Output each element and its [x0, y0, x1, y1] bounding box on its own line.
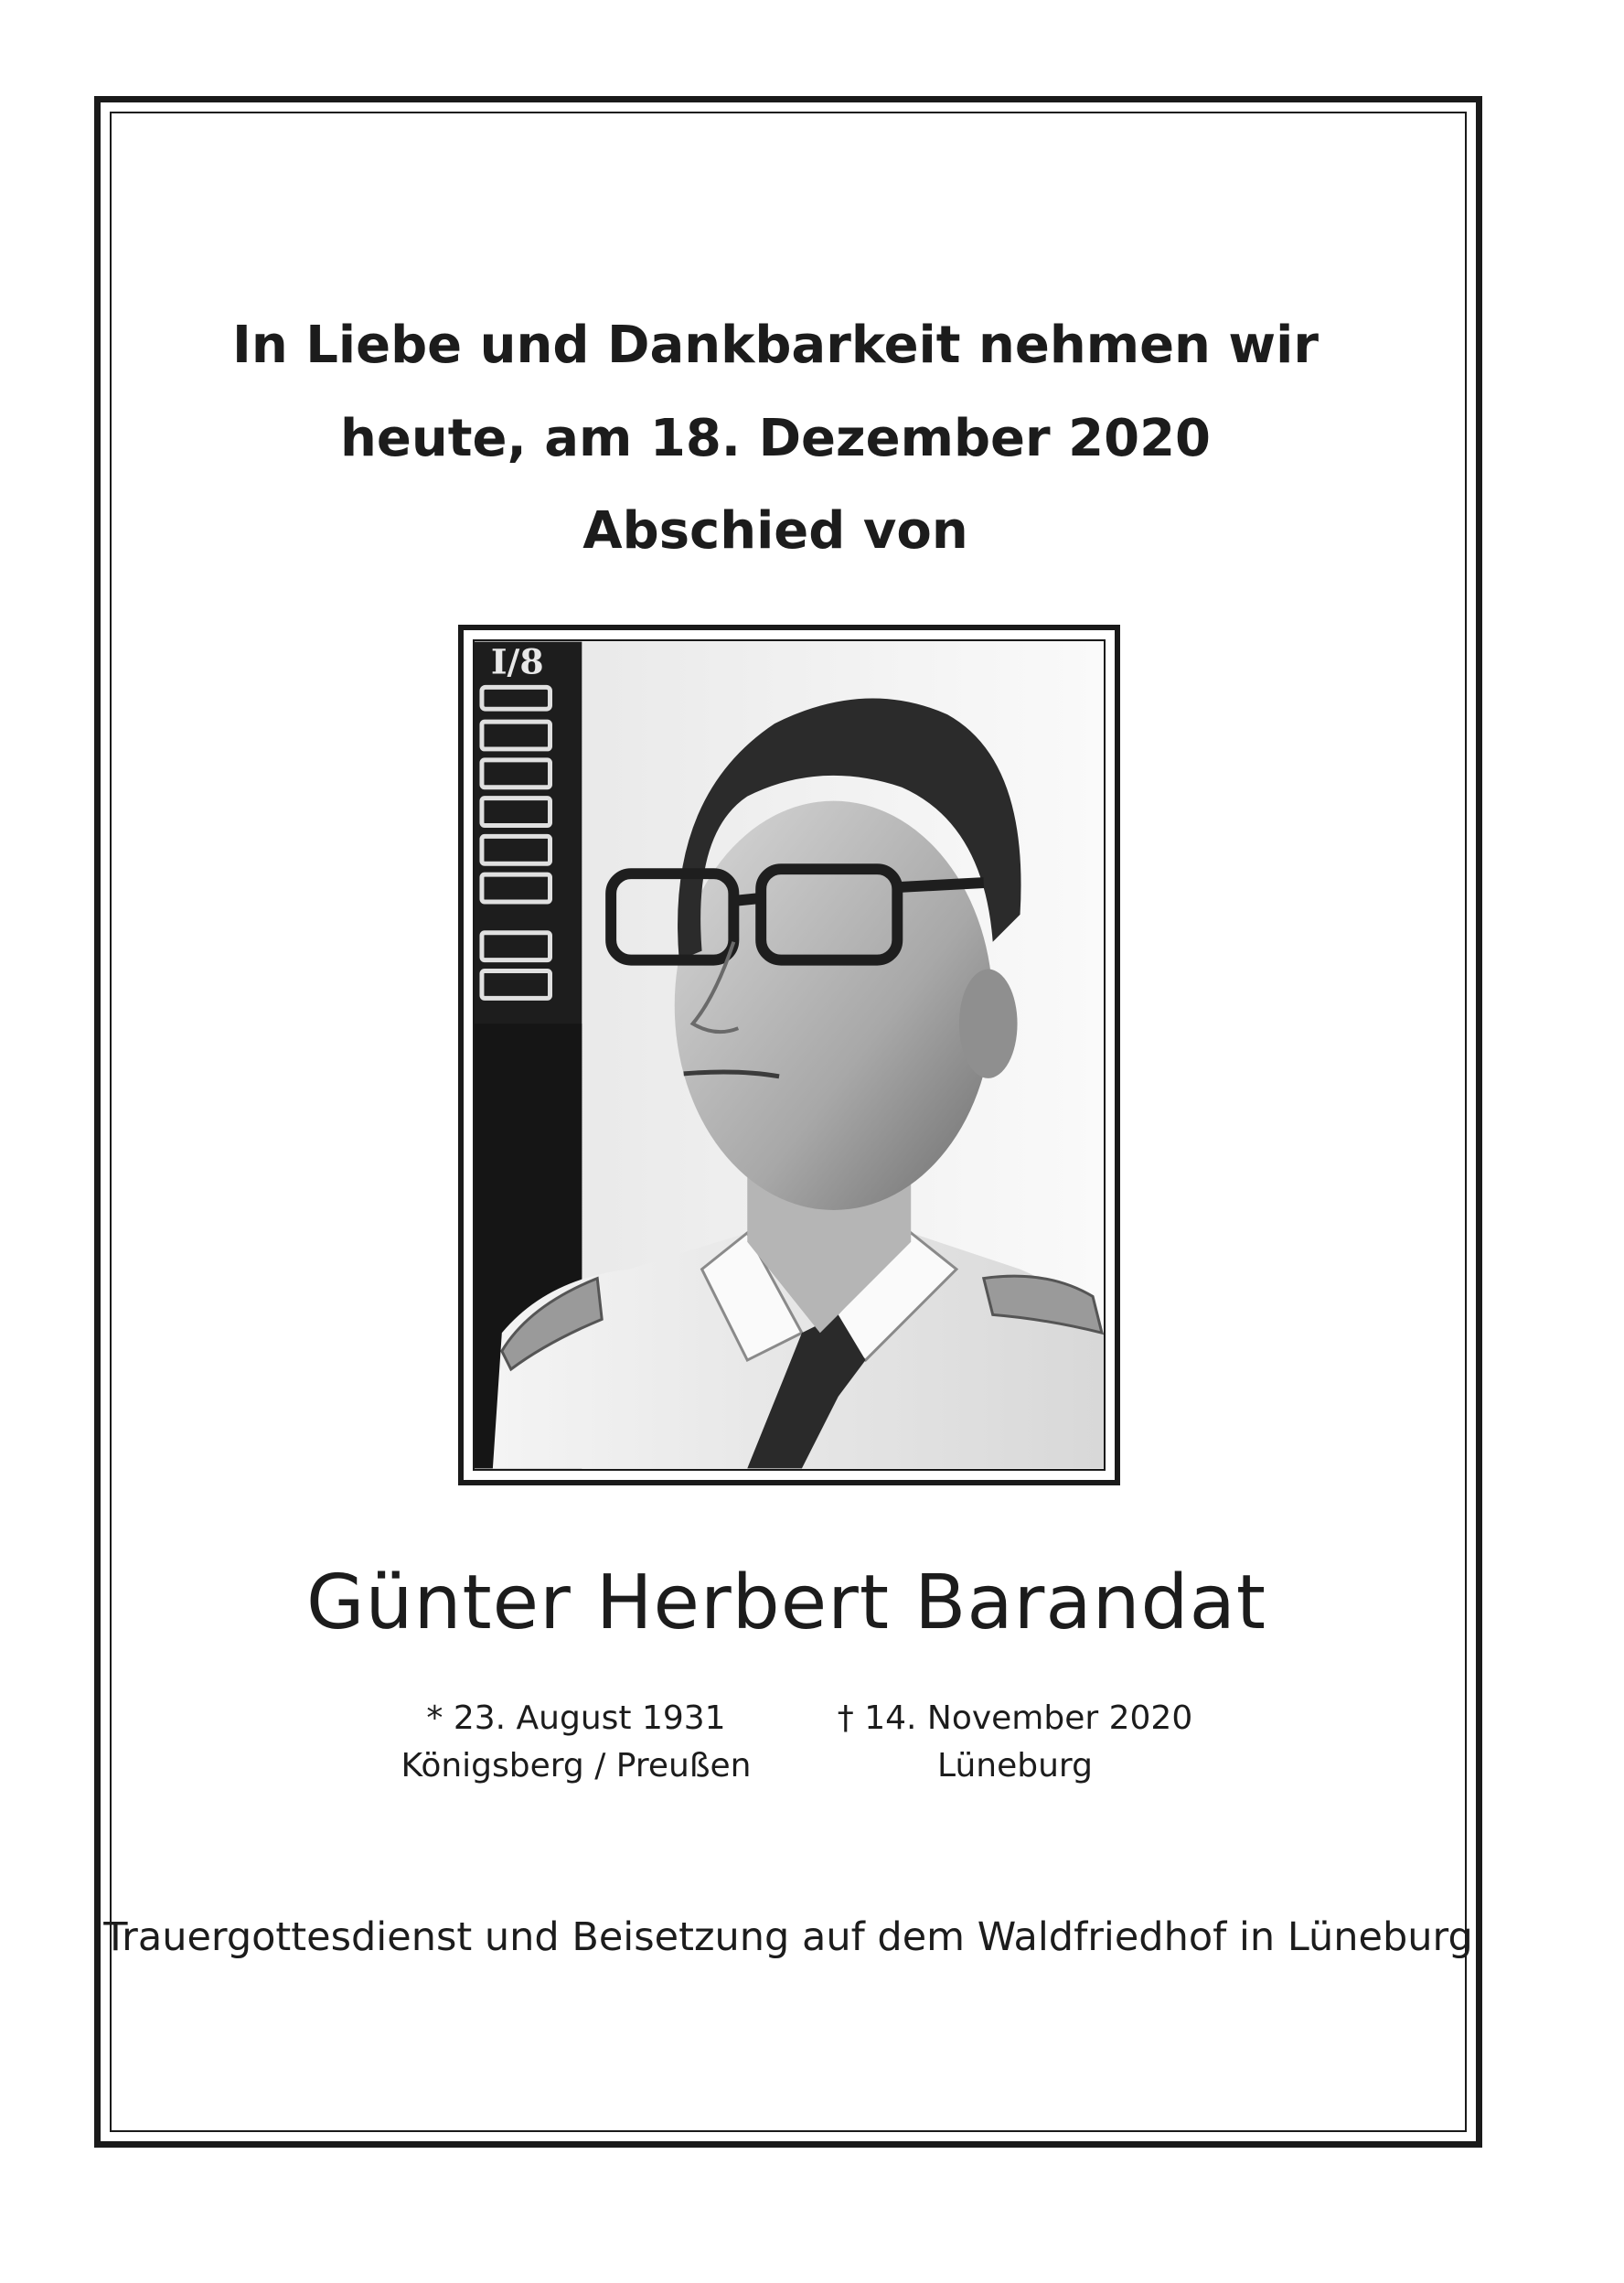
birth-block — [384, 1695, 768, 1790]
portrait-image — [475, 641, 1104, 1469]
death-block — [823, 1695, 1207, 1790]
portrait-photo — [473, 639, 1106, 1471]
sign-text: I/8 — [490, 641, 544, 682]
deceased-name: Günter Herbert Barandat — [305, 1560, 1266, 1646]
intro-line-2: heute, am 18. Dezember 2020 — [340, 409, 1211, 468]
birth-place: Königsberg / Preußen — [401, 1747, 752, 1785]
service-info: Trauergottesdienst und Beisetzung auf dem Waldfriedhof in Lüneburg — [103, 1914, 1473, 1960]
birth-date: * 23. August 1931 — [426, 1699, 726, 1737]
death-place: Lüneburg — [937, 1747, 1093, 1785]
intro-line-3: Abschied von — [582, 501, 968, 561]
death-date: † 14. November 2020 — [837, 1699, 1193, 1737]
intro-line-1: In Liebe und Dankbarkeit nehmen wir — [232, 316, 1319, 375]
